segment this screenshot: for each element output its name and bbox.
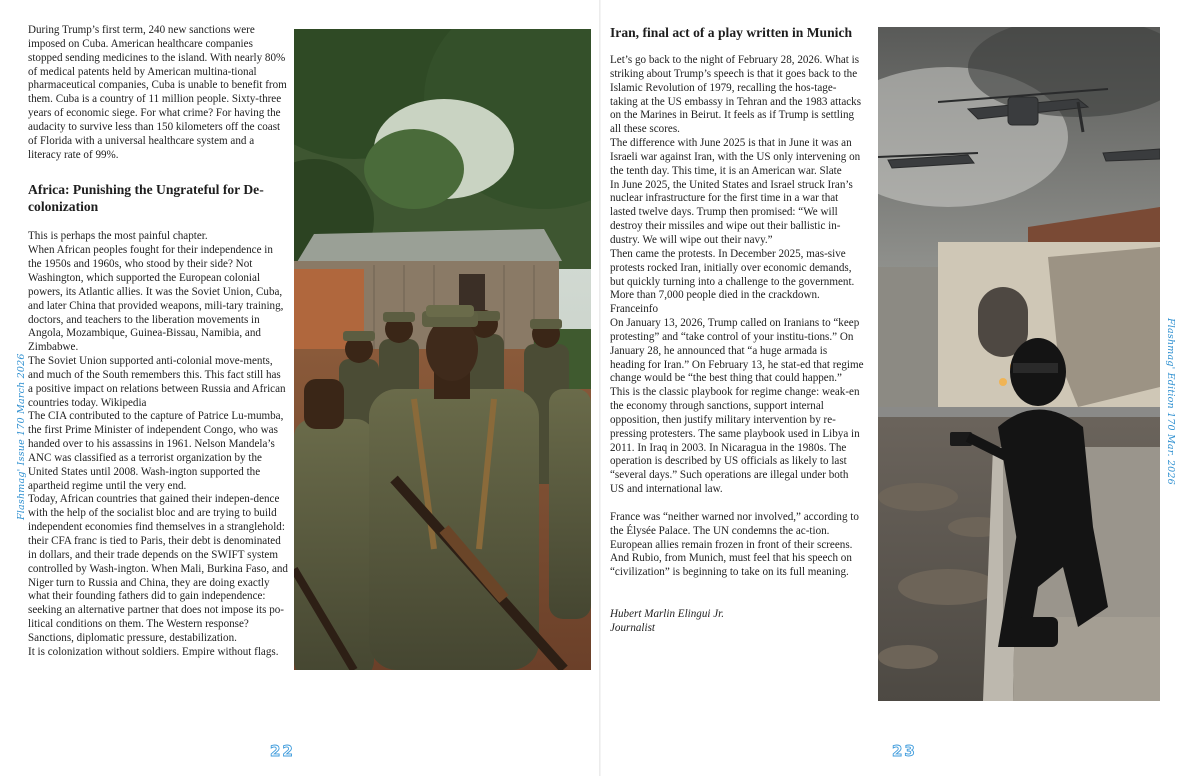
africa-paragraph-1: This is perhaps the most painful chapter.	[28, 230, 208, 243]
right-text-column	[610, 54, 864, 635]
drones-photo	[878, 27, 1160, 701]
author-name: Hubert Marlin Elingui Jr.	[610, 607, 725, 620]
right-side-label: Flashmag' Edition 170 Mar. 2026	[1165, 318, 1176, 485]
africa-paragraph-2: When African peoples fought for their independence in the 1950s and 1960s, who stood by their side? Not Washington, which supported the European colonial powers, its Atlantic allies. It was the Soviet Union, Cuba, and later China that provided weapons, mili-tary training, doctors, and teachers to the liberation movements in Angola, Mozambique, Guinea-Bissau, Namibia, and Zimbabwe.	[28, 244, 284, 354]
iran-paragraph-5: On January 13, 2026, Trump called on Iranians to “keep protesting” and “take control of your institu-tions.” On January 28, he announced that “a huge armada is heading for Iran.” On February 13, he stat-ed that regime change would be “the best thing that could happen.”	[610, 317, 864, 385]
cuba-paragraph: During Trump’s first term, 240 new sanctions were imposed on Cuba. American healthcare companies stopped sending medicines to the island. With nearly 80% of medical patents held by American multina-tional pharmaceutical companies, Cuba is unable to benefit from them. Cuba is a country of 11 million people. Sixty-three years of economic siege. For what crime? For having the audacity to survive less than 150 kilometers off the coast of Florida with a universal healthcare system and a literacy rate of 99%.	[28, 24, 287, 161]
africa-paragraph-5: Today, African countries that gained their indepen-dence with the help of the socialist bloc and are trying to build independent economies find themselves in a stranglehold: their CFA franc is tied to Paris, their debt is denominated in dollars, and their trade depends on the SWIFT system controlled by Wash-ington. When Mali, Burkina Faso, and Niger turn to Russia and China, they are doing exactly what their founding fathers did to gain independence: seeking an alternative partner that does not impose its po-litical conditions on them. The Western response? Sanctions, diplomatic pressure, destabilization.	[28, 493, 288, 644]
iran-closing-paragraph: France was “neither warned nor involved,” according to the Élysée Palace. The UN condemns the ac-tion. European allies remain frozen in front of their screens. And Rubio, from Munich, must feel that his speech on “civilization” is beginning to take on its full meaning.	[610, 510, 859, 579]
iran-paragraph-2: The difference with June 2025 is that in June it was an Israeli war against Iran, with the US only intervening on the tenth day. This time, it is an American war. Slate	[610, 137, 861, 177]
africa-heading: Africa: Punishing the Ungrateful for De-colonization	[28, 182, 264, 215]
africa-paragraph-6: It is colonization without soldiers. Empire without flags.	[28, 645, 279, 658]
author-role: Journalist	[610, 621, 655, 634]
iran-heading: Iran, final act of a play written in Munich	[610, 25, 853, 40]
iran-paragraph-1: Let’s go back to the night of February 28, 2026. What is striking about Trump’s speech is that it goes back to the Islamic Revolution of 1979, recalling the hos-tage-taking at the US embassy in Tehran and the 1983 attacks on the Marines in Beirut. It feels as if Trump is settling all these scores.	[610, 54, 862, 136]
africa-paragraph-3: The Soviet Union supported anti-colonial move-ments, and much of the South remembers this. This fact still has a positive impact on relations between Russia and African countries today. Wikipedia	[28, 355, 286, 409]
left-side-label: Flashmag' Issue 170 March 2026	[16, 353, 27, 520]
page-number-left: 22	[270, 742, 295, 760]
iran-paragraph-6: This is the classic playbook for regime change: weak-en the economy through sanctions, support internal opposition, then justify military intervention by re-pressing protesters. The same playbook used in Libya in 2011. In Iraq in 2003. In Nicaragua in the 1980s. The operation is described by US officials as likely to last “several days.” Such operations are illegal under both US and international law.	[610, 386, 860, 496]
iran-paragraph-4: Then came the protests. In December 2025, mas-sive protests rocked Iran, initially over economic demands, but quickly turning into a challenge to the government. More than 7,000 people died in the crackdown. Franceinfo	[610, 247, 855, 316]
page-number-right: 23	[892, 742, 917, 760]
iran-paragraph-3: In June 2025, the United States and Israel struck Iran’s nuclear infrastructure for the first time in a war that lasted twelve days. Trump then promised: “We will destroy their missiles and wipe out their ballistic in-dustry. We will wipe out their navy.”	[610, 178, 853, 246]
africa-paragraph-4: The CIA contributed to the capture of Patrice Lu-mumba, the first Prime Minister of independent Congo, who was handed over to his assassins in 1961. Nelson Mandela’s ANC was classified as a terrorist organization by the United States until 2008. Wash-ington supported the apartheid regime until the very end.	[28, 410, 284, 492]
